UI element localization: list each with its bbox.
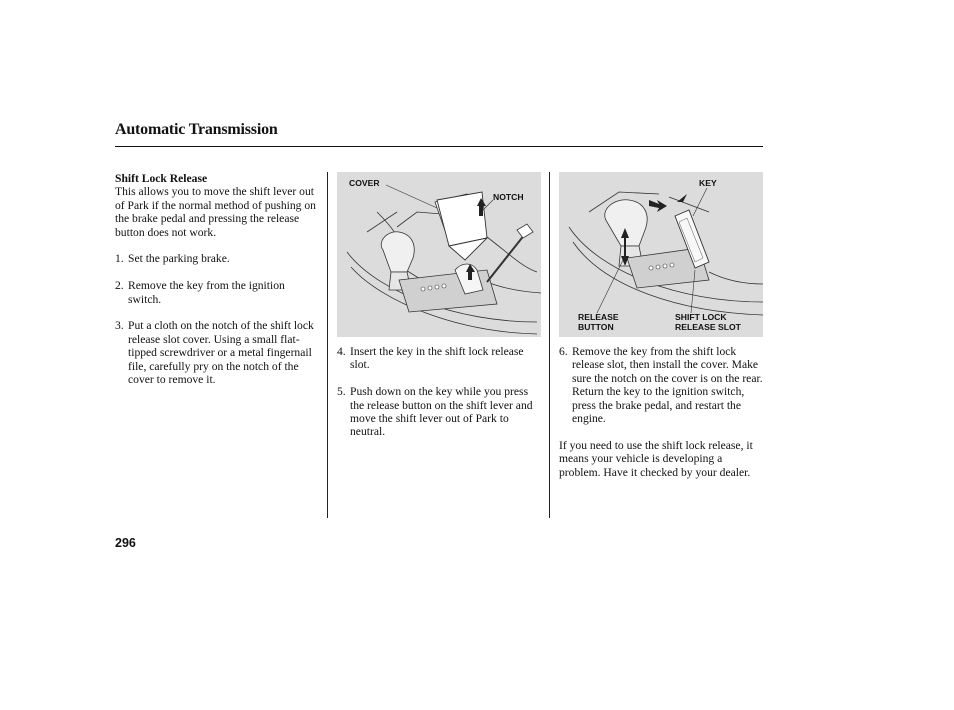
step-number: 5. xyxy=(337,385,346,399)
column-3 xyxy=(559,345,763,479)
step-number: 1. xyxy=(115,252,124,266)
column-2 xyxy=(337,345,543,439)
step-text: Push down on the key while you press the release button on the shift lever and move the shift lever out of Park to neutral. xyxy=(350,385,533,439)
step-3 xyxy=(115,319,320,386)
step-text: Set the parking brake. xyxy=(128,252,230,266)
step-number: 6. xyxy=(559,345,568,358)
step-6 xyxy=(559,345,763,425)
step-1 xyxy=(115,252,320,265)
column-1 xyxy=(115,172,320,386)
page-title: Automatic Transmission xyxy=(115,121,278,138)
step-4 xyxy=(337,345,543,372)
step-number: 2. xyxy=(115,279,124,293)
step-number: 3. xyxy=(115,319,124,333)
intro-paragraph: This allows you to move the shift lever out of Park if the normal method of pushing on the brake pedal and pressing the release button does not work. xyxy=(115,185,316,239)
step-number: 4. xyxy=(337,345,346,358)
figure-key-insert xyxy=(559,172,763,337)
step-text: Insert the key in the shift lock release slot. xyxy=(350,345,524,372)
column-divider xyxy=(549,172,550,518)
label-notch: NOTCH xyxy=(493,192,524,202)
label-cover: COVER xyxy=(349,178,380,188)
figure-cover-removal xyxy=(337,172,541,337)
step-5 xyxy=(337,385,543,439)
section-subheading: Shift Lock Release xyxy=(115,172,208,185)
header-rule xyxy=(115,146,763,147)
step-text: Remove the key from the shift lock release slot, then install the cover. Make sure the notch on the cover is on the rear. Return the key to the ignition switch, press the brake pedal, and restart the engine. xyxy=(572,345,763,426)
dealer-note: If you need to use the shift lock release, it means your vehicle is developing a problem. Have it checked by your dealer. xyxy=(559,438,753,479)
label-release-button: RELEASE BUTTON xyxy=(578,312,619,332)
label-key: KEY xyxy=(699,178,717,188)
step-text: Put a cloth on the notch of the shift lock release slot cover. Using a small flat-tipped screwdriver or a metal fingernail file, carefully pry on the notch of the cover to remove it. xyxy=(128,319,314,387)
column-divider xyxy=(327,172,328,518)
step-2 xyxy=(115,279,320,306)
page-number: 296 xyxy=(115,536,136,550)
label-shift-lock-release-slot: SHIFT LOCK RELEASE SLOT xyxy=(675,312,741,332)
step-text: Remove the key from the ignition switch. xyxy=(128,279,285,306)
